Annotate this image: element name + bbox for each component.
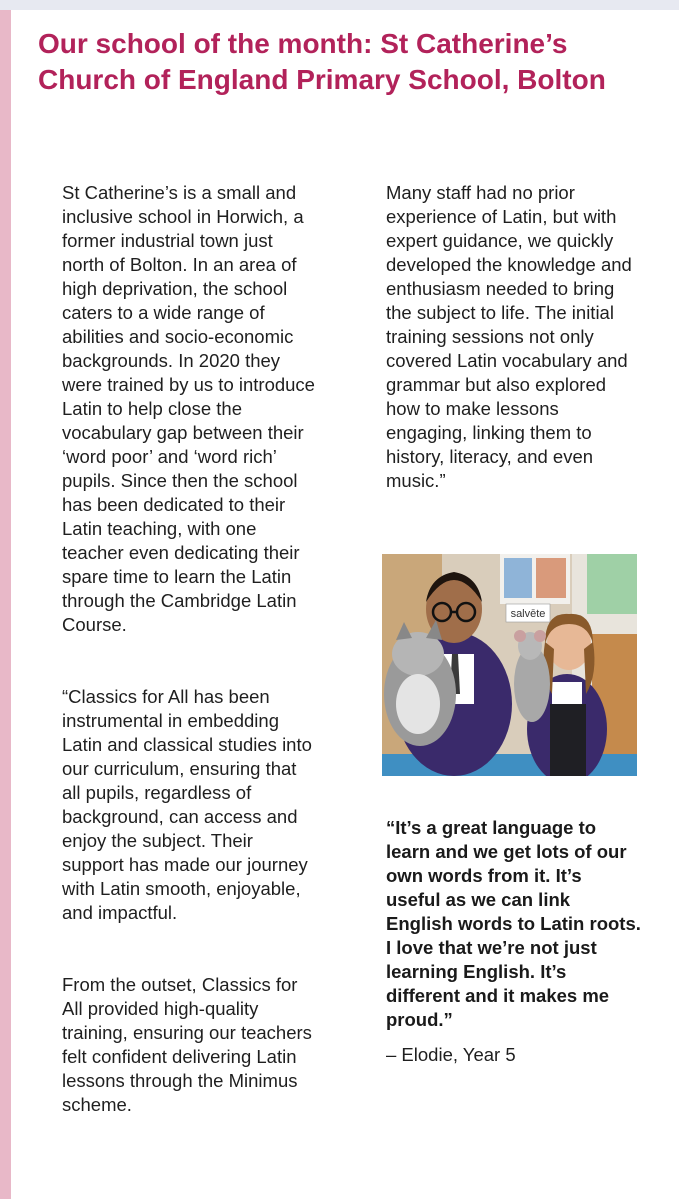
left-column: [62, 181, 317, 1117]
article-title: Our school of the month: St Catherine’s Church of England Primary School, Bolton: [38, 28, 606, 95]
pupils-photo: [382, 554, 637, 776]
intro-paragraph: St Catherine’s is a small and inclusive school in Horwich, a former industrial town just north of Bolton. In an area of high deprivation, the school caters to a wide range of abilities and socio-economic backgrounds. In 2020 they were trained by us to introduce Latin to help close the vocabulary gap between their ‘word poor’ and ‘word rich’ pupils. Since then the school has been dedicated to their Latin teaching, with one teacher even dedicating their spare time to learn the Latin through the Cambridge Latin Course.: [62, 182, 315, 635]
quote-attribution: – Elodie, Year 5: [386, 1044, 516, 1065]
top-bar: [0, 0, 679, 10]
training-paragraph: From the outset, Classics for All provided high-quality training, ensuring our teachers felt confident delivering Latin lessons through the Minimus scheme.: [62, 974, 312, 1115]
accent-sidebar: [0, 10, 11, 1199]
right-column: [386, 181, 641, 493]
pupil-quote: “It’s a great language to learn and we get lots of our own words from it. It’s useful as we can link English words to Latin roots. I love that we’re not just learning English. It’s different and it makes me proud.”: [386, 817, 641, 1030]
salvete-sign: salvēte: [510, 608, 546, 620]
quote-paragraph: “Classics for All has been instrumental in embedding Latin and classical studies into our curriculum, ensuring that all pupils, regardless of background, can access and enjoy the subject. Their support has made our journey with Latin smooth, enjoyable, and impactful.: [62, 686, 312, 923]
staff-paragraph: Many staff had no prior experience of Latin, but with expert guidance, we quickly developed the knowledge and enthusiasm needed to bring the subject to life. The initial training sessions not only covered Latin vocabulary and grammar but also explored how to make lessons engaging, linking them to history, literacy, and even music.”: [386, 182, 632, 491]
